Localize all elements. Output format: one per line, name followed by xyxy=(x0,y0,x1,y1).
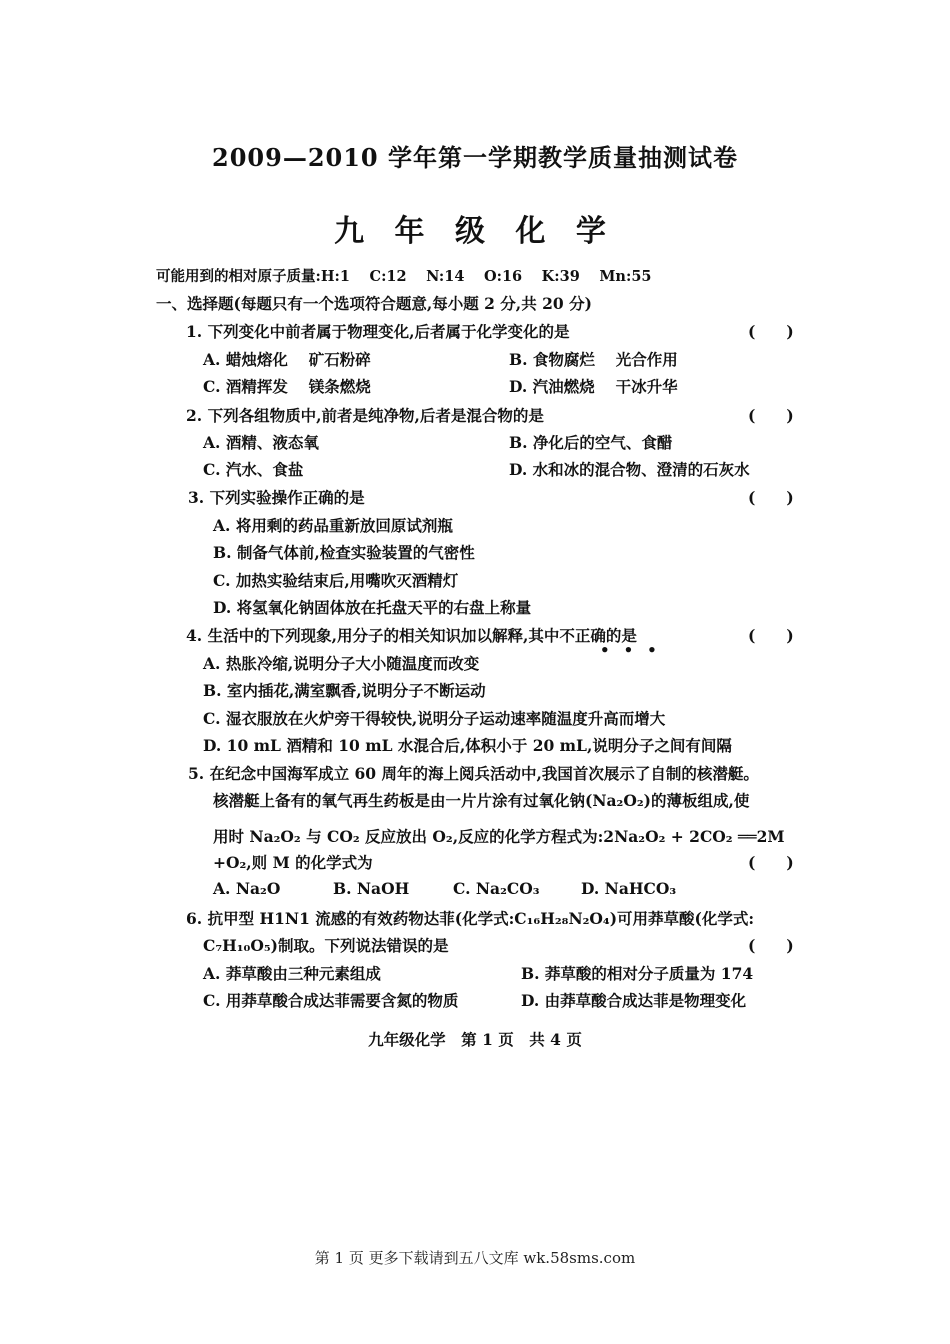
question-4-answer-blank: ( ) xyxy=(748,626,794,645)
question-5-line-1: 5. 在纪念中国海军成立 60 周年的海上阅兵活动中,我国首次展示了自制的核潜艇。 xyxy=(188,764,759,783)
question-3-option-d: D. 将氢氧化钠固体放在托盘天平的右盘上称量 xyxy=(213,598,532,617)
question-6-line-2: C₇H₁₀O₅)制取。下列说法错误的是 xyxy=(203,936,449,955)
question-5-answer-blank: ( ) xyxy=(748,853,794,872)
question-1-answer-blank: ( ) xyxy=(748,322,794,341)
question-1-option-b: B. 食物腐烂 光合作用 xyxy=(509,350,678,369)
question-4-option-d: D. 10 mL 酒精和 10 mL 水混合后,体积小于 20 mL,说明分子之间有间隔 xyxy=(203,736,732,755)
question-6-option-b: B. 莽草酸的相对分子质量为 174 xyxy=(521,964,754,983)
atomic-masses-line: 可能用到的相对原子质量:H:1 C:12 N:14 O:16 K:39 Mn:55 xyxy=(156,268,652,285)
section-heading: 一、选择题(每题只有一个选项符合题意,每小题 2 分,共 20 分) xyxy=(156,294,592,313)
question-6-line-1: 6. 抗甲型 H1N1 流感的有效药物达菲(化学式:C₁₆H₂₈N₂O₄)可用莽草酸(化学式: xyxy=(186,909,755,928)
question-5-line-3: 用时 Na₂O₂ 与 CO₂ 反应放出 O₂,反应的化学方程式为:2Na₂O₂ + 2CO₂ ══2M xyxy=(213,827,785,846)
question-3-answer-blank: ( ) xyxy=(748,488,794,507)
question-3-option-a: A. 将用剩的药品重新放回原试剂瓶 xyxy=(213,516,453,535)
question-5-line-2: 核潜艇上备有的氧气再生药板是由一片片涂有过氧化钠(Na₂O₂)的薄板组成,使 xyxy=(213,791,750,810)
question-3-option-c: C. 加热实验结束后,用嘴吹灭酒精灯 xyxy=(213,571,459,590)
page-footer: 九年级化学 第 1 页 共 4 页 xyxy=(368,1030,582,1049)
question-5-option-a: A. Na₂O xyxy=(213,879,281,898)
download-source-line: 第 1 页 更多下载请到五八文库 wk.58sms.com xyxy=(314,1249,636,1267)
question-4-option-a: A. 热胀冷缩,说明分子大小随温度而改变 xyxy=(203,654,480,673)
exam-subject: 九 年 级 化 学 xyxy=(334,214,616,249)
question-6-answer-blank: ( ) xyxy=(748,936,794,955)
question-3-stem: 3. 下列实验操作正确的是 xyxy=(188,488,365,507)
question-2-option-a: A. 酒精、液态氧 xyxy=(203,433,319,452)
question-5-option-b: B. NaOH xyxy=(333,879,410,898)
question-4-option-c: C. 湿衣服放在火炉旁干得较快,说明分子运动速率随温度升高而增大 xyxy=(203,709,666,728)
question-2-option-d: D. 水和冰的混合物、澄清的石灰水 xyxy=(509,460,750,479)
question-2-stem: 2. 下列各组物质中,前者是纯净物,后者是混合物的是 xyxy=(186,406,544,425)
question-5-option-c: C. Na₂CO₃ xyxy=(453,879,540,898)
question-2-option-c: C. 汽水、食盐 xyxy=(203,460,304,479)
question-5-option-d: D. NaHCO₃ xyxy=(581,879,677,898)
question-2-option-b: B. 净化后的空气、食醋 xyxy=(509,433,673,452)
question-4-option-b: B. 室内插花,满室飘香,说明分子不断运动 xyxy=(203,681,486,700)
question-1-stem: 1. 下列变化中前者属于物理变化,后者属于化学变化的是 xyxy=(186,322,570,341)
exam-title: 2009—2010 学年第一学期教学质量抽测试卷 xyxy=(212,143,738,172)
question-5-line-4: +O₂,则 M 的化学式为 xyxy=(213,853,373,872)
question-3-option-b: B. 制备气体前,检查实验装置的气密性 xyxy=(213,543,475,562)
question-6-option-a: A. 莽草酸由三种元素组成 xyxy=(203,964,381,983)
question-6-option-c: C. 用莽草酸合成达菲需要含氮的物质 xyxy=(203,991,459,1010)
question-1-option-c: C. 酒精挥发 镁条燃烧 xyxy=(203,377,371,396)
emphasis-dots: ••• xyxy=(600,641,671,659)
question-4-stem: 4. 生活中的下列现象,用分子的相关知识加以解释,其中不正确的是 xyxy=(186,626,637,645)
question-1-option-a: A. 蜡烛熔化 矿石粉碎 xyxy=(203,350,371,369)
question-6-option-d: D. 由莽草酸合成达菲是物理变化 xyxy=(521,991,747,1010)
question-1-option-d: D. 汽油燃烧 干冰升华 xyxy=(509,377,678,396)
question-2-answer-blank: ( ) xyxy=(748,406,794,425)
